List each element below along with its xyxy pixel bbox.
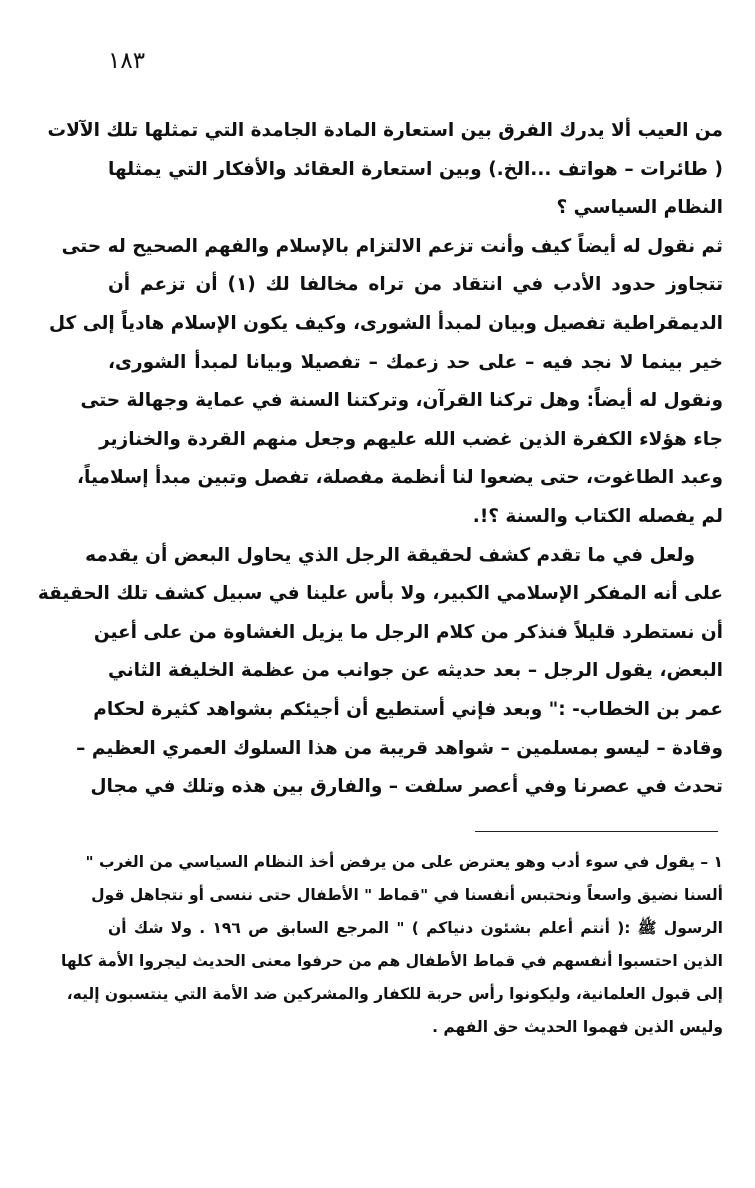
text-line: تتجاوز حدود الأدب في انتقاد من تراه مخالفا لك (١) أن تزعم أن (108, 274, 724, 296)
text-line: تحدث في عصرنا وفي أعصر سلفت – والفارق بين هذه وتلك في مجال (90, 776, 723, 798)
text-line: جاء هؤلاء الكفرة الذين غضب الله عليهم وجعل منهم القردة والخنازير (99, 428, 723, 450)
footnote-line: الرسول ﷺ :( أنتم أعلم بشئون دنياكم ) " المرجع السابق ص ١٩٦ . ولا شك أن (108, 919, 723, 937)
text-line: وقادة – ليسو بمسلمين – شواهد قريبة من هذا السلوك العمري العظيم – (76, 737, 723, 759)
text-line: من العيب ألا يدرك الفرق بين استعارة المادة الجامدة التي تمثلها تلك الآلات (47, 120, 723, 141)
text-line: ثم نقول له أيضاً كيف وأنت تزعم الالتزام بالإسلام والفهم الصحيح له حتى (61, 235, 723, 257)
footnote-line: ألسنا نضيق واسعاً ونحتبس أنفسنا في "قماط " الأطفال حتى ننسى أو نتجاهل قول (91, 886, 723, 904)
footnote-line: ١ – يقول في سوء أدب وهو يعترض على من يرفض أخذ النظام السياسي من الغرب " (85, 853, 723, 871)
footnote-line: وليس الذين فهموا الحديث حق الفهم . (432, 1018, 723, 1036)
text-line: لم يفصله الكتاب والسنة ؟!. (472, 505, 723, 527)
text-line: أن نستطرد قليلاً فنذكر من كلام الرجل ما يزيل الغشاوة من على أعين (93, 621, 723, 643)
text-line: خير بينما لا نجد فيه – على حد زعمك – تفصيلا وبيانا لمبدأ الشورى، (108, 351, 723, 373)
text-line: ( طائرات – هواتف ...الخ.) وبين استعارة العقائد والأفكار التي يمثلها (108, 158, 723, 180)
text-line: ولعل في ما تقدم كشف لحقيقة الرجل الذي يحاول البعض أن يقدمه (85, 544, 695, 566)
text-line: عمر بن الخطاب- :" وبعد فإني أستطيع أن أجيئكم بشواهد كثيرة لحكام (93, 698, 723, 720)
text-line: الديمقراطية تفصيل وبيان لمبدأ الشورى، وكيف يكون الإسلام هادياً إلى كل (49, 312, 723, 334)
footnotes (61, 846, 723, 1044)
text-line: على أنه المفكر الإسلامي الكبير، ولا بأس علينا في سبيل كشف تلك الحقيقة (37, 583, 723, 605)
footnote-line: الذين احتسبوا أنفسهم في قماط الأطفال هم من حرفوا معنى الحديث ليجروا الأمة كلها (61, 952, 723, 970)
text-line: ونقول له أيضاً: وهل تركنا القرآن، وتركتنا السنة في عماية وجهالة حتى (80, 390, 723, 412)
text-line: وعبد الطاغوت، حتى يضعوا لنا أنظمة مفصلة، تفصل وتبين مبدأ إسلامياً، (76, 467, 723, 489)
text-line: البعض، يقول الرجل – بعد حديثه عن جوانب من عظمة الخليفة الثاني (108, 660, 723, 682)
page-number: ١٨٣ (108, 48, 146, 74)
main-text (37, 112, 724, 807)
footnote-divider (475, 831, 718, 832)
footnote-line: إلى قبول العلمانية، وليكونوا رأس حربة للكفار والمشركين ضد الأمة التي ينتسبون إليه، (66, 985, 723, 1003)
text-line: النظام السياسي ؟ (556, 197, 723, 219)
